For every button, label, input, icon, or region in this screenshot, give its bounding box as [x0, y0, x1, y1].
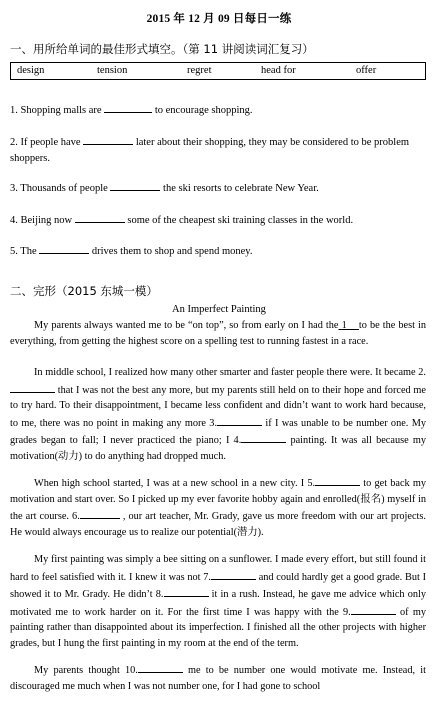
section-2-heading: 二、完形（2015 东城一模）: [10, 284, 158, 298]
page-title: 2015 年 12 月 09 日每日一练: [146, 13, 292, 25]
passage-paragraph-4: My first painting was simply a bee sitting on a sunflower. I made every effort, but still found it hard to feel satisfied with it. I knew it was not 7. and could hardly get a good grade. But I showed it to Mr. Grady. He didn’t 8. it in a rush. Instead, he gave me advice which only motivated me to work harder on it. For the first time I was happy with the 9. of my painting rather than disappointed about its imperfection. I finished all the other projects with higher grades, but I hung the first painting in my room at the end of the term.: [10, 554, 427, 649]
answer-blank-1[interactable]: [104, 101, 152, 113]
cloze-blank-10[interactable]: [138, 661, 183, 673]
answer-blank-5[interactable]: [39, 242, 89, 254]
passage-paragraph-3: When high school started, I was at a new school in a new city. I 5. to get back my motivation and start over. So I picked up my ever favorite hobby again and enrolled(报名) myself in the art course. 6. , our art teacher, Mr. Grady, gave us more freedom with our art projects. He would always encourage us to realize our potential(潜力).: [10, 474, 426, 540]
question-4: 4. Beijing now some of the cheapest ski training classes in the world.: [10, 211, 426, 229]
cloze-blank-7[interactable]: [211, 568, 256, 580]
answer-blank-2[interactable]: [83, 133, 133, 145]
answer-blank-3[interactable]: [110, 179, 160, 191]
word-tension: tension: [97, 65, 128, 76]
question-2: 2. If people have later about their shopping, they may be considered to be problem shoppers.: [10, 133, 426, 167]
question-3: 3. Thousands of people the ski resorts to celebrate New Year.: [10, 179, 426, 197]
cloze-blank-3[interactable]: [217, 414, 262, 426]
cloze-blank-1[interactable]: 1: [341, 320, 347, 331]
word-bank: [10, 62, 426, 80]
question-5: 5. The drives them to shop and spend money.: [10, 242, 426, 260]
word-design: design: [17, 65, 45, 76]
word-head-for: head for: [261, 65, 296, 76]
passage-title: An Imperfect Painting: [172, 304, 266, 315]
cloze-blank-2[interactable]: [10, 381, 55, 393]
cloze-blank-5[interactable]: [315, 474, 360, 486]
question-1: 1. Shopping malls are to encourage shopping.: [10, 101, 426, 119]
cloze-blank-9[interactable]: [351, 603, 396, 615]
section-1-heading: 一、用所给单词的最佳形式填空。（第 11 讲阅读词汇复习）: [10, 42, 314, 56]
cloze-blank-6[interactable]: [80, 507, 120, 519]
passage-paragraph-5: My parents thought 10. me to be number one would motivate me. Instead, it discouraged me much when I was not number one, for I had gone to school: [10, 661, 426, 694]
cloze-blank-8[interactable]: [164, 585, 209, 597]
cloze-blank-4[interactable]: [241, 431, 286, 443]
passage-paragraph-1: My parents always wanted me to be “on top”, so from early on I had the 1 to be the best in everything, from getting the highest score on a spelling test to running fastest in a race.: [10, 320, 427, 347]
passage-paragraph-2: In middle school, I realized how many other smarter and faster people there were. It became 2. that I was not the best any more, but my parents still held on to their hope and forced me to try hard. To their disappointment, I became less confident and didn’t want to work hard because, to me, there was no point in making any more 3. if I was unable to be number one. My grades began to fall; I never practiced the piano; I 4. painting. It was all because my motivation(动力) to do anything had dropped much.: [10, 367, 426, 462]
word-offer: offer: [356, 65, 377, 76]
word-regret: regret: [187, 65, 212, 76]
answer-blank-4[interactable]: [75, 211, 125, 223]
